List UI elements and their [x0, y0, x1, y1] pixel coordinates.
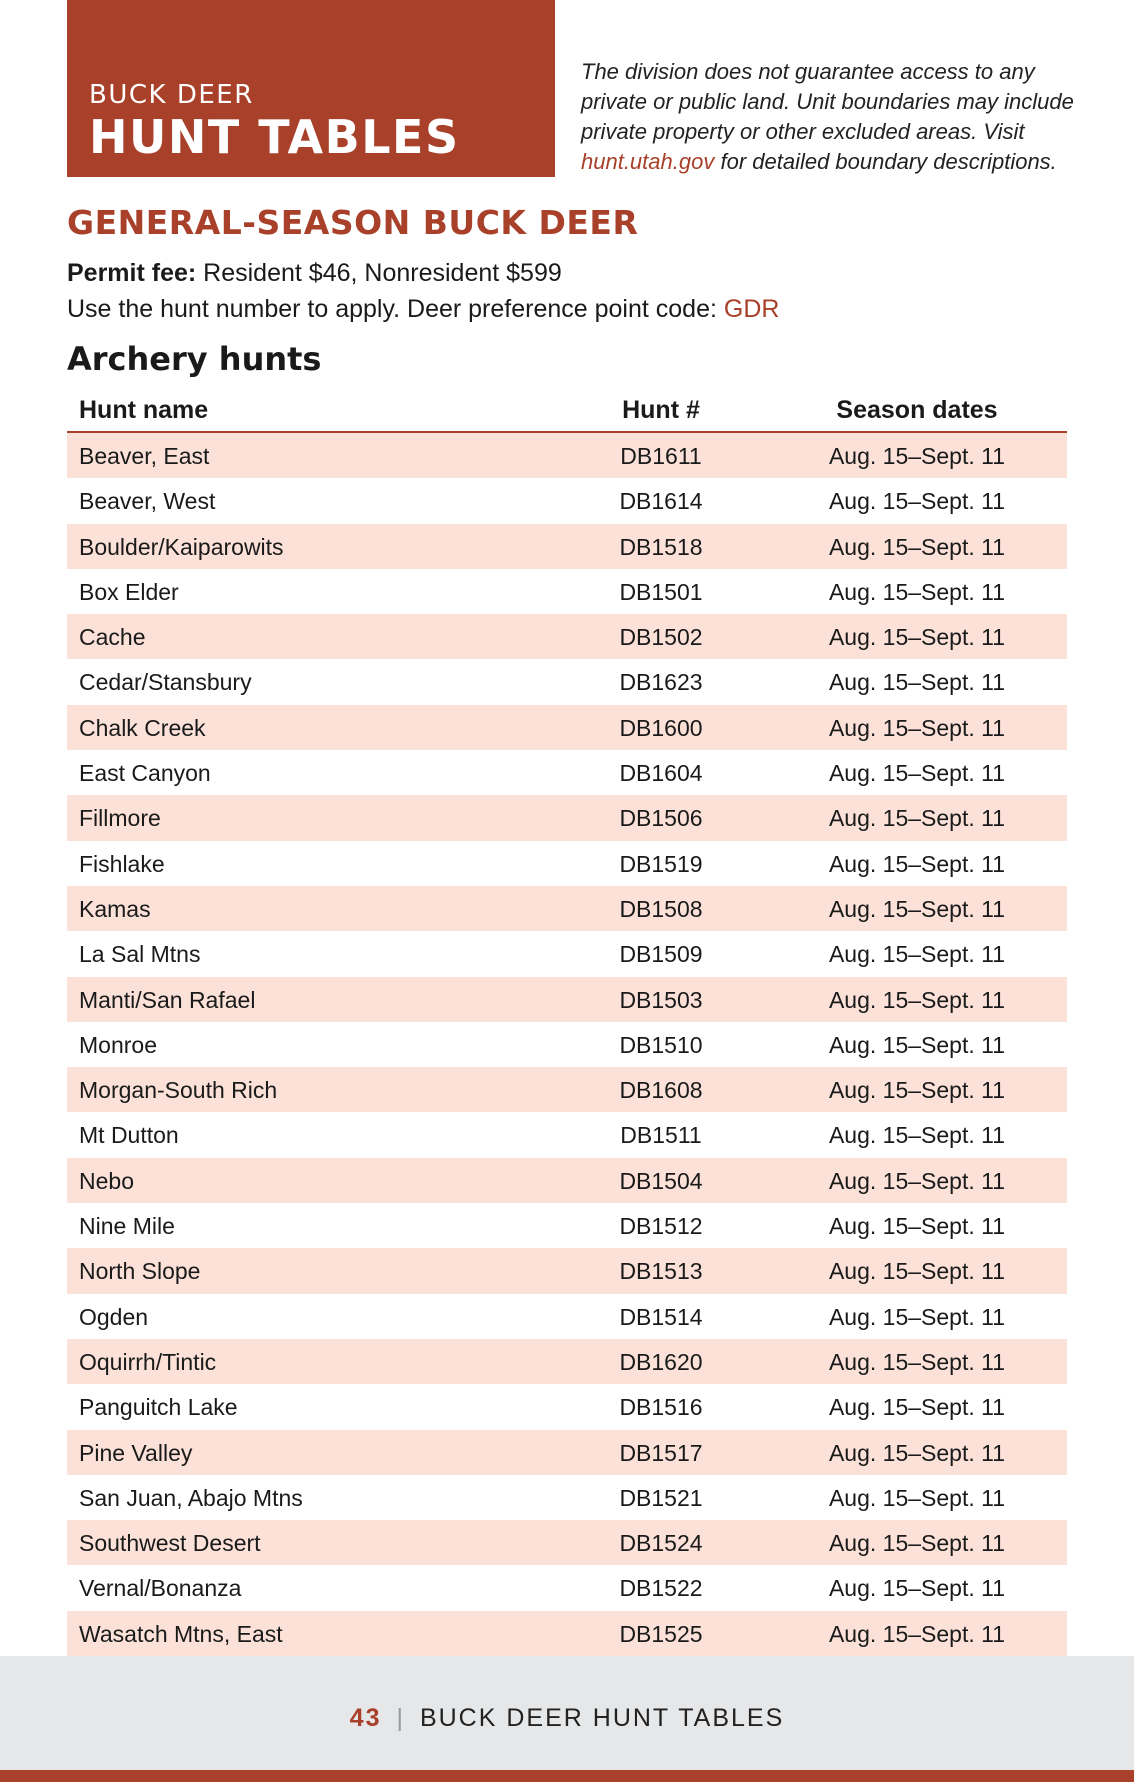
hunt-name-cell: Box Elder — [79, 578, 179, 605]
hunt-number-cell: DB1611 — [620, 443, 702, 469]
hunt-number-cell: DB1504 — [619, 1167, 703, 1194]
table-row — [67, 614, 1067, 659]
section-title: GENERAL-SEASON BUCK DEER — [67, 203, 639, 242]
season-dates-cell: Aug. 15–Sept. 11 — [828, 578, 1006, 605]
hunt-name-cell: Monroe — [79, 1031, 157, 1058]
hunt-name-cell: Wasatch Mtns, East — [79, 1620, 283, 1647]
table-row — [67, 886, 1067, 931]
permit-fee-line — [67, 259, 562, 288]
hunt-name-cell: San Juan, Abajo Mtns — [79, 1484, 303, 1511]
season-dates-cell: Aug. 15–Sept. 11 — [828, 941, 1006, 968]
hunt-name-cell: Fishlake — [79, 850, 165, 877]
hunt-number-cell: DB1608 — [619, 1077, 703, 1104]
season-dates-cell: Aug. 15–Sept. 11 — [828, 443, 1006, 469]
hunt-number-cell: DB1524 — [619, 1530, 703, 1557]
hunt-name-cell: Ogden — [79, 1303, 149, 1330]
table-row — [67, 931, 1067, 976]
hunt-name-cell: Beaver, East — [79, 443, 210, 469]
table-row — [67, 1384, 1067, 1429]
hunt-name-cell: North Slope — [79, 1258, 201, 1285]
page-title: HUNT TABLES — [89, 110, 460, 164]
table-row — [67, 1294, 1067, 1339]
table-row — [67, 1158, 1067, 1203]
archery-hunts-title: Archery hunts — [67, 340, 322, 378]
season-dates-cell: Aug. 15–Sept. 11 — [828, 1620, 1006, 1647]
hunt-number-cell: DB1511 — [620, 1122, 702, 1149]
page-number: 43 — [349, 1704, 382, 1732]
hunt-number-cell: DB1516 — [619, 1394, 703, 1421]
table-header — [67, 390, 1067, 433]
season-dates-cell: Aug. 15–Sept. 11 — [828, 805, 1006, 832]
hunt-name-cell: Chalk Creek — [79, 714, 206, 741]
hunt-name-cell: Pine Valley — [79, 1439, 193, 1466]
table-row — [67, 524, 1067, 569]
season-dates-cell: Aug. 15–Sept. 11 — [828, 760, 1006, 787]
column-header-hunt-name: Hunt name — [79, 396, 209, 424]
season-dates-cell: Aug. 15–Sept. 11 — [828, 1484, 1006, 1511]
hunt-name-cell: La Sal Mtns — [79, 941, 201, 968]
footer-separator: | — [396, 1704, 405, 1732]
disclaimer-tail: for detailed boundary descriptions. — [720, 149, 1057, 174]
hunt-number-cell: DB1519 — [619, 850, 703, 877]
table-row — [67, 1067, 1067, 1112]
season-dates-cell: Aug. 15–Sept. 11 — [828, 1213, 1006, 1240]
hunt-name-cell: East Canyon — [79, 760, 211, 787]
season-dates-cell: Aug. 15–Sept. 11 — [828, 895, 1006, 922]
hunt-name-cell: Mt Dutton — [79, 1122, 179, 1149]
hunt-number-cell: DB1614 — [619, 488, 703, 515]
disclaimer-text: The division does not guarantee access to any private or public land. Unit boundaries may include private property or other excluded areas. Visit — [581, 59, 1074, 144]
table-body — [67, 433, 1067, 1656]
hunt-number-cell: DB1623 — [619, 669, 703, 696]
hunt-number-cell: DB1509 — [619, 941, 703, 968]
table-row — [67, 478, 1067, 523]
table-row — [67, 569, 1067, 614]
season-dates-cell: Aug. 15–Sept. 11 — [828, 714, 1006, 741]
season-dates-cell: Aug. 15–Sept. 11 — [828, 533, 1006, 560]
hunt-name-cell: Manti/San Rafael — [79, 986, 256, 1013]
season-dates-cell: Aug. 15–Sept. 11 — [828, 1303, 1006, 1330]
hunt-number-cell: DB1513 — [619, 1258, 703, 1285]
hunt-number-cell: DB1501 — [619, 578, 703, 605]
hunt-number-cell: DB1620 — [619, 1348, 703, 1375]
hunt-name-cell: Morgan-South Rich — [79, 1077, 278, 1104]
archery-hunts-table — [67, 390, 1067, 1656]
hunt-name-cell: Boulder/Kaiparowits — [79, 533, 284, 560]
hunt-name-cell: Oquirrh/Tintic — [79, 1348, 217, 1375]
apply-instructions — [67, 295, 779, 324]
title-block — [67, 0, 555, 177]
season-dates-cell: Aug. 15–Sept. 11 — [828, 1077, 1006, 1104]
table-row — [67, 1112, 1067, 1157]
season-dates-cell: Aug. 15–Sept. 11 — [828, 850, 1006, 877]
apply-text: Use the hunt number to apply. Deer preference point code: — [67, 295, 717, 323]
column-header-season-dates: Season dates — [836, 396, 998, 424]
season-dates-cell: Aug. 15–Sept. 11 — [828, 1394, 1006, 1421]
hunt-name-cell: Beaver, West — [79, 488, 216, 515]
hunt-name-cell: Nebo — [79, 1167, 134, 1194]
table-row — [67, 750, 1067, 795]
hunt-name-cell: Cedar/Stansbury — [79, 669, 252, 696]
hunt-number-cell: DB1502 — [619, 624, 703, 651]
hunt-number-cell: DB1510 — [619, 1031, 703, 1058]
disclaimer — [581, 57, 1081, 177]
table-row — [67, 977, 1067, 1022]
column-header-hunt-number: Hunt # — [622, 396, 700, 424]
hunt-number-cell: DB1503 — [619, 986, 703, 1013]
title-kicker: BUCK DEER — [89, 80, 254, 110]
hunt-name-cell: Southwest Desert — [79, 1530, 261, 1557]
season-dates-cell: Aug. 15–Sept. 11 — [828, 1348, 1006, 1375]
table-row — [67, 1430, 1067, 1475]
season-dates-cell: Aug. 15–Sept. 11 — [828, 1167, 1006, 1194]
hunt-name-cell: Nine Mile — [79, 1213, 175, 1240]
season-dates-cell: Aug. 15–Sept. 11 — [828, 1575, 1006, 1602]
hunt-name-cell: Panguitch Lake — [79, 1394, 238, 1421]
preference-point-code: GDR — [723, 295, 780, 323]
footer-label: BUCK DEER HUNT TABLES — [419, 1704, 785, 1732]
hunt-name-cell: Fillmore — [79, 805, 161, 832]
table-row — [67, 1611, 1067, 1656]
hunt-name-cell: Kamas — [79, 895, 151, 922]
table-row — [67, 1248, 1067, 1293]
hunt-number-cell: DB1525 — [619, 1620, 703, 1647]
season-dates-cell: Aug. 15–Sept. 11 — [828, 624, 1006, 651]
season-dates-cell: Aug. 15–Sept. 11 — [828, 669, 1006, 696]
hunt-name-cell: Cache — [79, 624, 146, 651]
hunt-number-cell: DB1506 — [619, 805, 703, 832]
hunt-name-cell: Vernal/Bonanza — [79, 1575, 242, 1602]
hunt-number-cell: DB1508 — [619, 895, 703, 922]
table-row — [67, 659, 1067, 704]
season-dates-cell: Aug. 15–Sept. 11 — [828, 1031, 1006, 1058]
season-dates-cell: Aug. 15–Sept. 11 — [828, 986, 1006, 1013]
hunt-number-cell: DB1514 — [619, 1303, 703, 1330]
hunt-number-cell: DB1517 — [619, 1439, 703, 1466]
footer-text — [0, 1704, 1134, 1733]
table-row — [67, 795, 1067, 840]
boundary-link[interactable]: hunt.utah.gov — [581, 149, 715, 174]
table-row — [67, 1565, 1067, 1610]
permit-fee-value: Resident $46, Nonresident $599 — [203, 259, 562, 287]
season-dates-cell: Aug. 15–Sept. 11 — [828, 1258, 1006, 1285]
hunt-number-cell: DB1604 — [619, 760, 703, 787]
season-dates-cell: Aug. 15–Sept. 11 — [828, 1122, 1006, 1149]
season-dates-cell: Aug. 15–Sept. 11 — [828, 1439, 1006, 1466]
page-footer — [0, 1656, 1134, 1770]
hunt-number-cell: DB1521 — [619, 1484, 703, 1511]
table-row — [67, 1022, 1067, 1067]
hunt-number-cell: DB1600 — [619, 714, 703, 741]
table-row — [67, 1203, 1067, 1248]
hunt-number-cell: DB1518 — [619, 533, 703, 560]
table-row — [67, 841, 1067, 886]
table-row — [67, 1520, 1067, 1565]
season-dates-cell: Aug. 15–Sept. 11 — [828, 488, 1006, 515]
hunt-number-cell: DB1522 — [619, 1575, 703, 1602]
bottom-accent-bar — [0, 1770, 1134, 1782]
table-row — [67, 1475, 1067, 1520]
table-row — [67, 433, 1067, 478]
permit-fee-label: Permit fee: — [67, 259, 197, 287]
season-dates-cell: Aug. 15–Sept. 11 — [828, 1530, 1006, 1557]
table-row — [67, 1339, 1067, 1384]
hunt-number-cell: DB1512 — [619, 1213, 703, 1240]
table-row — [67, 705, 1067, 750]
